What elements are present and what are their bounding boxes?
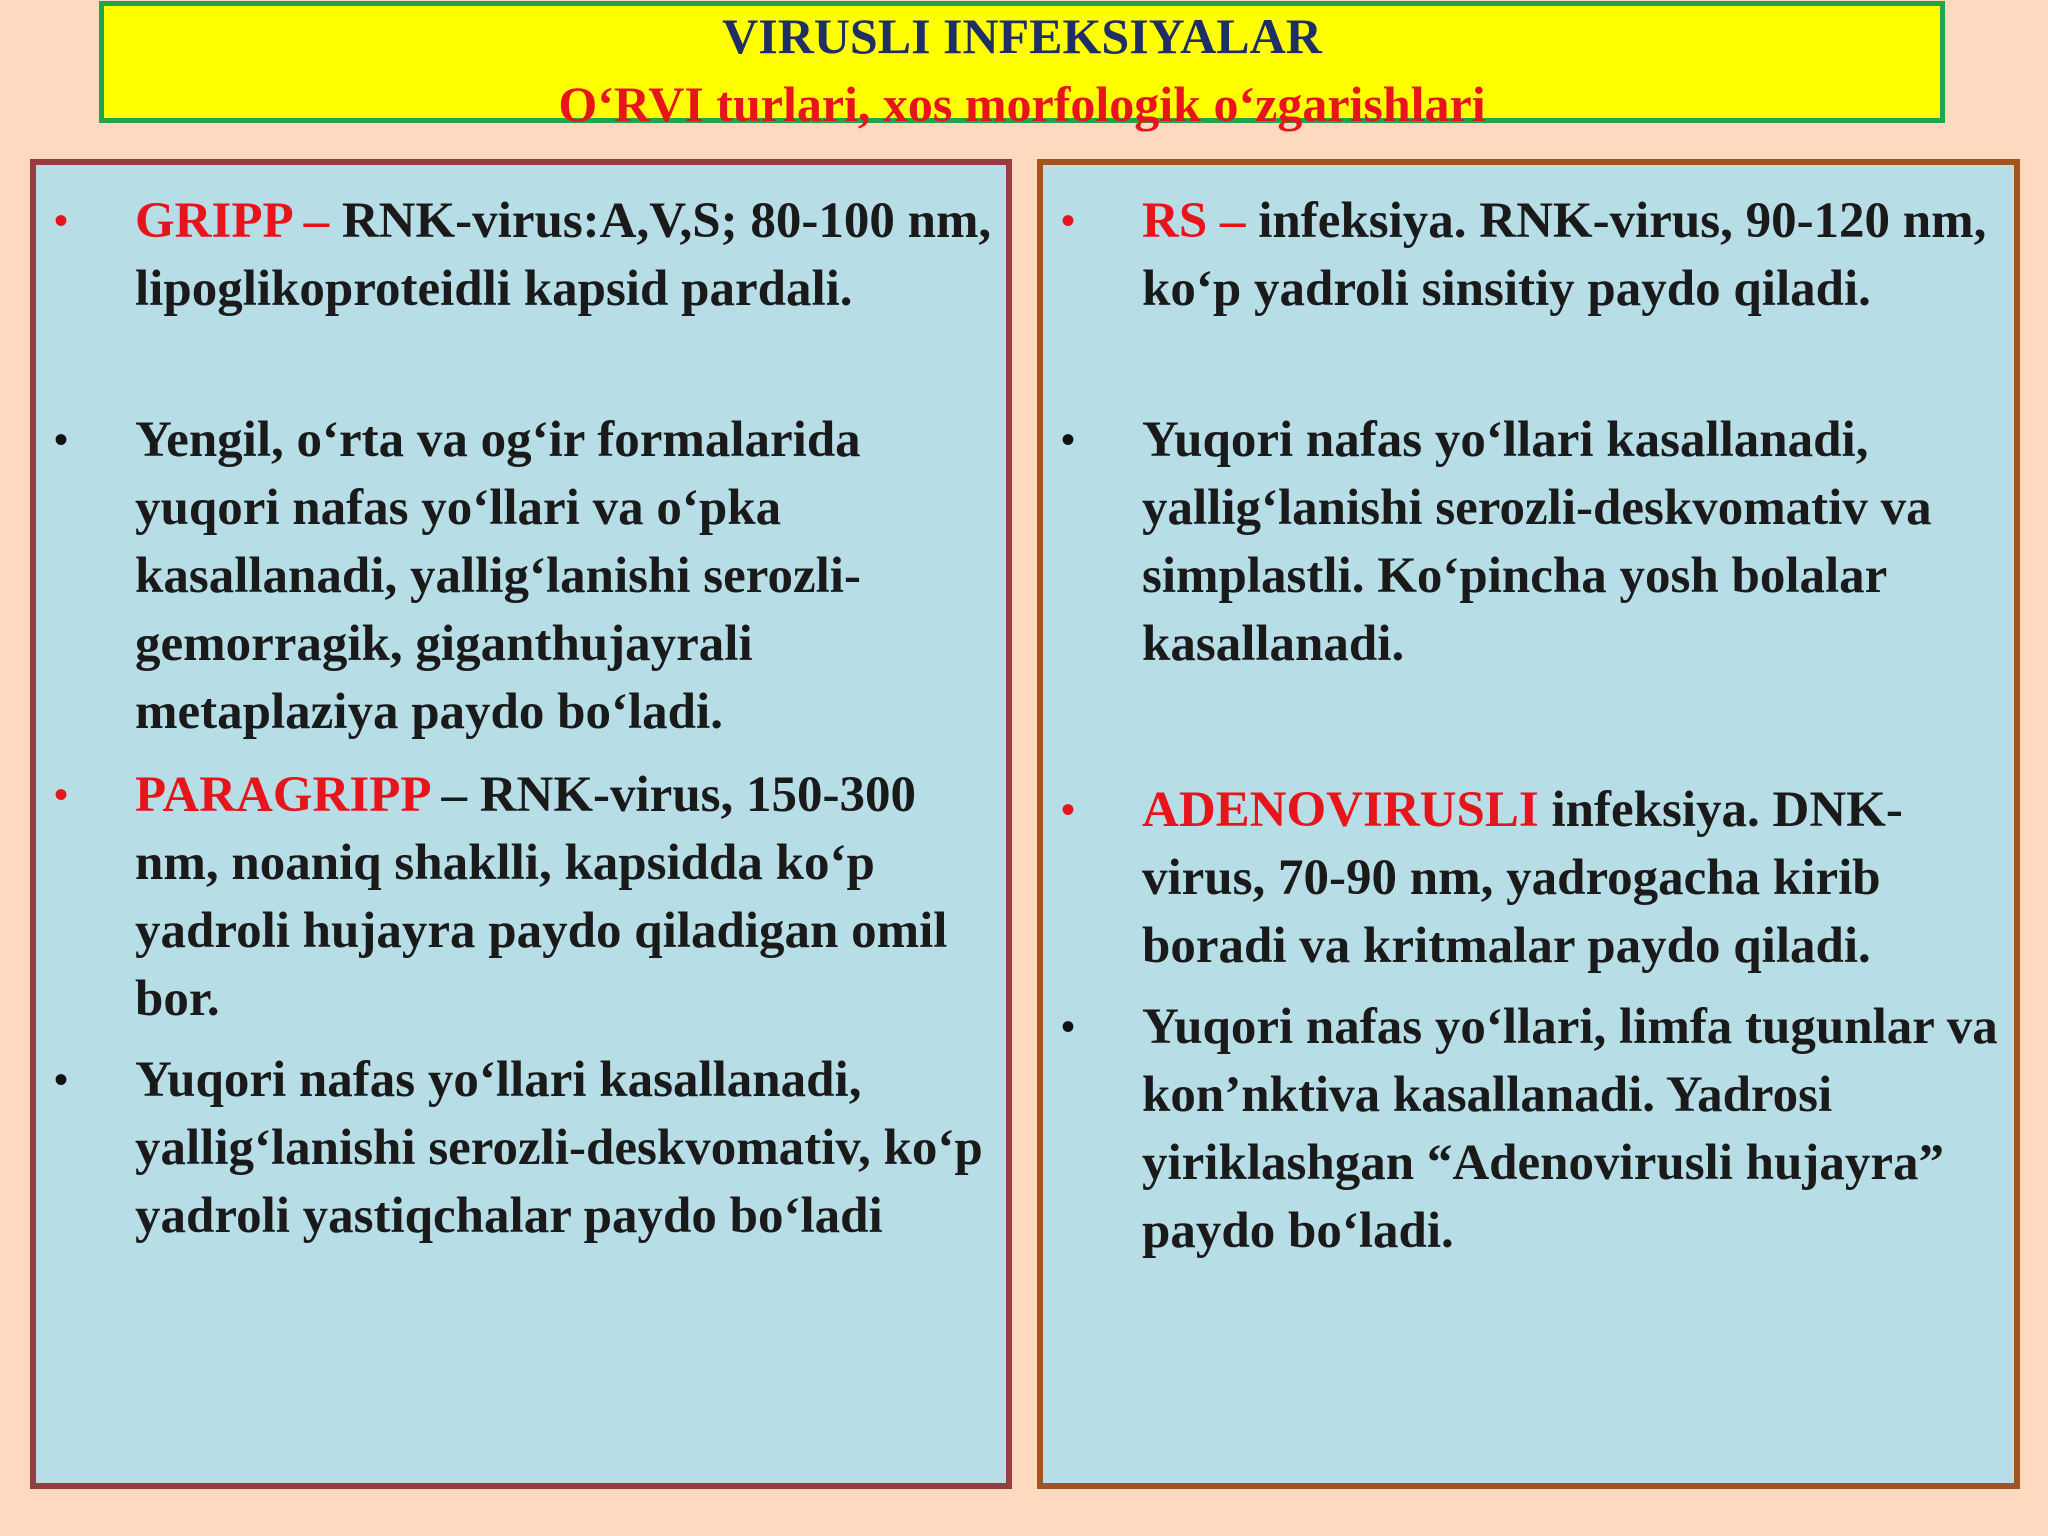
bullet-icon: • <box>54 772 69 817</box>
item-text <box>1142 187 2006 323</box>
item-text <box>135 406 998 746</box>
item-highlight: RS – <box>1142 193 1246 249</box>
bullet-icon: • <box>1061 787 1076 832</box>
item-highlight: PARAGRIPP <box>135 767 429 823</box>
item-highlight: ADENOVIRUSLI <box>1142 782 1539 838</box>
item-text <box>1142 406 2006 678</box>
bullet-icon: • <box>1061 198 1076 243</box>
item-body: infeksiya. DNK-virus, 70-90 nm, yadrogacha kirib boradi va kritmalar paydo qiladi. <box>1142 782 1903 974</box>
left-panel <box>30 159 1012 1489</box>
right-panel <box>1037 159 2020 1489</box>
bullet-icon: • <box>1061 1004 1076 1049</box>
item-body: – RNK-virus, 150-300 nm, noaniq shaklli, kapsidda ko‘p yadroli hujayra paydo qiladigan omil bor. <box>135 767 948 1027</box>
item-body: Yuqori nafas yo‘llari, limfa tugunlar va kon’nktiva kasallanadi. Yadrosi yiriklashgan “Adenovirusli hujayra” paydo bo‘ladi. <box>1142 999 1998 1259</box>
item-text <box>1142 993 2006 1265</box>
slide-subtitle: O‘RVI turlari, xos morfologik o‘zgarishlari <box>558 76 1486 132</box>
title-box <box>99 1 1945 132</box>
item-body: Yuqori nafas yo‘llari kasallanadi, yallig‘lanishi serozli-deskvomativ, ko‘p yadroli yastiqchalar paydo bo‘ladi <box>135 1052 983 1244</box>
item-text <box>135 1046 998 1250</box>
bullet-icon: • <box>54 198 69 243</box>
item-text <box>135 187 998 323</box>
item-text <box>135 761 998 1033</box>
item-body: RNK-virus:A,V,S; 80-100 nm, lipoglikoproteidli kapsid pardali. <box>135 193 992 317</box>
item-body: infeksiya. RNK-virus, 90-120 nm, ko‘p yadroli sinsitiy paydo qiladi. <box>1142 193 1987 317</box>
item-text <box>1142 776 2006 980</box>
bullet-icon: • <box>54 1057 69 1102</box>
slide-title: VIRUSLI INFEKSIYALAR <box>722 8 1322 64</box>
bullet-icon: • <box>54 417 69 462</box>
bullet-icon: • <box>1061 417 1076 462</box>
item-body: Yengil, o‘rta va og‘ir formalarida yuqori nafas yo‘llari va o‘pka kasallanadi, yallig‘lanishi serozli-gemorragik, giganthujayrali metaplaziya paydo bo‘ladi. <box>135 412 861 740</box>
item-highlight: GRIPP – <box>135 193 330 249</box>
item-body: Yuqori nafas yo‘llari kasallanadi, yallig‘lanishi serozli-deskvomativ va simplastli. Ko‘pincha yosh bolalar kasallanadi. <box>1142 412 1932 672</box>
